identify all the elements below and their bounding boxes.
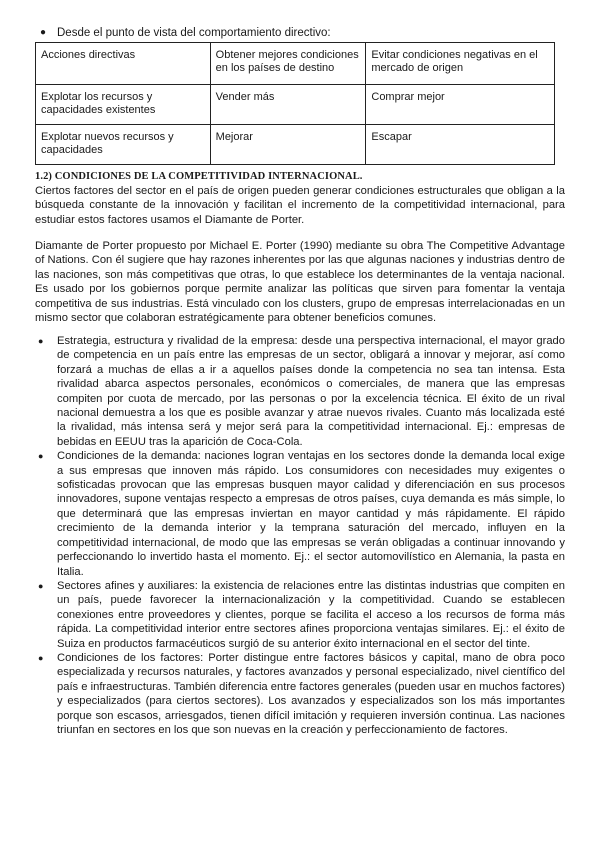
list-item	[35, 651, 565, 737]
table-cell: Evitar condiciones negativas en el mercado de origen	[366, 43, 555, 85]
table-cell: Obtener mejores condiciones en los países de destino	[210, 43, 366, 85]
bullet-icon: ●	[38, 580, 44, 591]
table-cell: Mejorar	[210, 125, 366, 165]
list-item-text: Estrategia, estructura y rivalidad de la empresa: desde una perspectiva internacional, el mayor grado de competencia en un país entre las empresas de un sector, obligará a innovar y mejorar, así como forzará a muchas de ellas a ir a aquellos países donde la competencia no sea tan intensa. Esta rivalidad abarca aspectos personales, económicos o comerciales, de manera que las empresas compiten por cuota de mercado, por las personas o por la excelencia técnica. El éxito de un rival nacional demuestra a los que es posible avanzar y atrae nuevos rivales. Cuanto más localizada esté la rivalidad, más intensa será y mejor será para la competitividad internacional. Ej.: empresas de bebidas en EEUU tras la aparición de Coca-Cola.	[57, 335, 565, 448]
list-item	[35, 334, 565, 449]
paragraph: Diamante de Porter propuesto por Michael E. Porter (1990) mediante su obra The Competitive Advantage of Nations. Con él sugiere que hay razones inherentes por las que algunas naciones y industrias dentro de las naciones, son más competitivas que otras, lo que establece los determinantes de la ventaja nacional. Es usado por los gobiernos porque permite analizar las políticas que sirven para fomentar la ventaja competitiva de sus industrias. Está vinculado con los clusters, grupo de empresas interrelacionadas en un mismo sector que colaboran estratégicamente para obtener beneficios comunes.	[35, 240, 565, 325]
bullet-icon: ●	[38, 652, 44, 663]
table-row	[36, 43, 555, 85]
table-cell: Comprar mejor	[366, 85, 555, 125]
porter-factors-list	[35, 334, 565, 737]
list-item	[35, 579, 565, 651]
table-row	[36, 85, 555, 125]
table-cell: Escapar	[366, 125, 555, 165]
paragraph: Ciertos factores del sector en el país de origen pueden generar condiciones estructurales que obligan a la búsqueda constante de la innovación y facilitan el incremento de la competitividad internacional, para estudiar estos factores usamos el Diamante de Porter.	[35, 185, 565, 226]
table-cell: Explotar nuevos recursos y capacidades	[36, 125, 211, 165]
list-item-text: Condiciones de la demanda: naciones logran ventajas en los sectores donde la demanda local exige a sus empresas que innoven más rápido. Los consumidores con necesidades muy exigentes o sofisticadas provocan que las empresas busquen mayor calidad y diferenciación en sus procesos innovadores, supone ventajas respecto a empresas de otros países, cuya demanda es más simple, lo que determinará que las empresas inviertan en mayor cantidad y más rápidamente. El rápido crecimiento de la demanda interior y la temprana saturación del mercado, influyen en la competitividad internacional, de modo que las empresas se verán obligadas a continuar innovando y perfeccionando lo invertido hasta el momento. Ej.: el sector automovilístico en Alemania, la pasta en Italia.	[57, 450, 565, 578]
table-cell: Vender más	[210, 85, 366, 125]
list-item	[35, 449, 565, 579]
intro-bullet	[40, 26, 560, 40]
table-cell: Acciones directivas	[36, 43, 211, 85]
bullet-icon: ●	[40, 27, 47, 38]
bullet-icon: ●	[38, 336, 44, 346]
list-item-text: Condiciones de los factores: Porter distingue entre factores básicos y capital, mano de obra poco especializada y recursos naturales, y factores avanzados y personal especializado, nivel científico del país e infraestructuras. También diferencia entre factores generales (pueden usar en muchos factores) y especializados (para ciertos sectores). Los avanzados y especializados son los más importantes porque son escasos, arriesgados, tienen difícil imitación y requieren inversión continua. Las naciones triunfan en sectores en los que son nuevas en la creación y perfeccionamiento de factores.	[57, 651, 565, 736]
list-item-text: Sectores afines y auxiliares: la existencia de relaciones entre las distintas industrias que compiten en un país, puede favorecer la internacionalización y la competitividad. Cuando se establecen conexiones entre proveedores y clientes, porque se facilita el acceso a los recursos de forma más rápida. La competitividad interior entre sectores afines proporciona ventajas similares. Ej.: el éxito de Suiza en productos farmacéuticos surgió de su anterior éxito internacional en el sector del tinte.	[57, 579, 565, 650]
section-heading: 1.2) CONDICIONES DE LA COMPETITIVIDAD INTERNACIONAL.	[35, 171, 363, 182]
bullet-icon: ●	[38, 451, 44, 462]
directive-behavior-table	[35, 42, 555, 165]
intro-bullet-text: Desde el punto de vista del comportamiento directivo:	[57, 27, 331, 39]
table-row	[36, 125, 555, 165]
table-cell: Explotar los recursos y capacidades existentes	[36, 85, 211, 125]
